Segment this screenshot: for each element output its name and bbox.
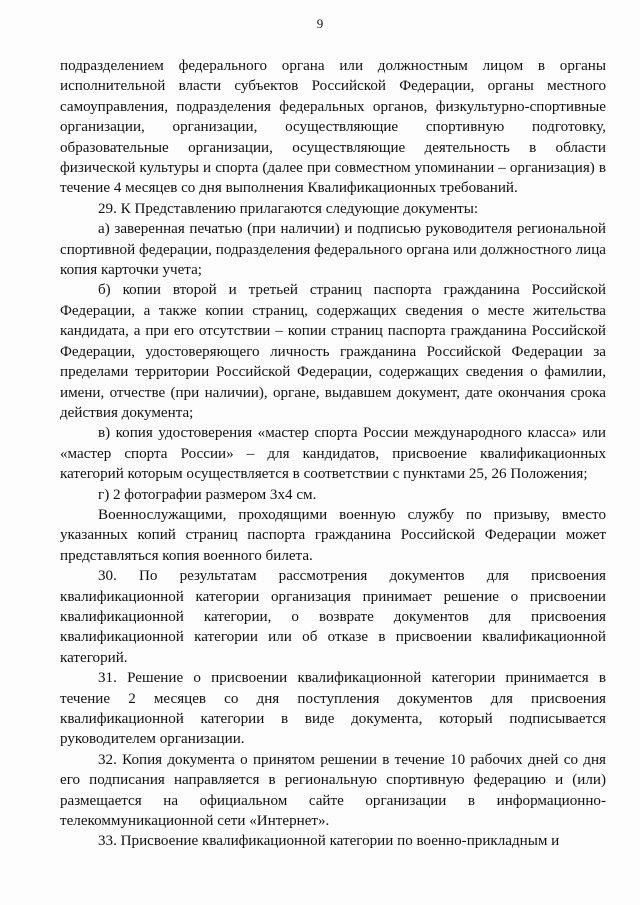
paragraph-32: 32. Копия документа о принятом решении в течение 10 рабочих дней со дня его подписания направляется в региональную спортивную федерацию и (или) размещается на официальном сайте организации в информационно-телекоммуникационной сети «Интернет». [60, 751, 606, 830]
paragraph-33: 33. Присвоение квалификационной категории по военно-прикладным и [98, 833, 560, 850]
paragraph-30: 30. По результатам рассмотрения документов для присвоения квалификационной категории организация принимает решение о присвоении квалификационной категории, о возврате документов для присвоения квалификационной категории или об отказе в присвоении квалификационной категорий. [60, 568, 606, 666]
paragraph-29-g: г) 2 фотографии размером 3х4 см. [98, 486, 317, 503]
paragraph-31: 31. Решение о присвоении квалификационной категории принимается в течение 2 месяцев со дня поступления документов для присвоения квалификационной категории в виде документа, который подписывается руководителем организации. [60, 670, 606, 748]
paragraph-military-note: Военнослужащими, проходящими военную службу по призыву, вместо указанных копий страниц паспорта гражданина Российской Федерации может представляться копия военного билета. [60, 506, 606, 564]
paragraph-29: 29. К Представлению прилагаются следующие документы: [98, 200, 479, 217]
page-number: 9 [316, 16, 324, 31]
paragraph-continuation: подразделением федерального органа или должностным лицом в органы исполнительной власти субъектов Российской Федерации, органы местного самоуправления, подразделения федеральных органов, физкультурно-спортивные организации, организации, осуществляющие спортивную подготовку, образовательные организации, осуществляющие деятельность в области физической культуры и спорта (далее при совместном упоминании – организация) в течение 4 месяцев со дня выполнения Квалификационных требований. [60, 58, 606, 197]
paragraph-29-a: а) заверенная печатью (при наличии) и подписью руководителя региональной спортивной федерации, подразделения федерального органа или должностного лица копия карточки учета; [60, 221, 606, 279]
document-body [60, 56, 606, 852]
paragraph-29-b: б) копии второй и третьей страниц паспорта гражданина Российской Федерации, а также копии страниц, содержащих сведения о месте жительства кандидата, а при его отсутствии – копии страниц паспорта гражданина Российской Федерации, удостоверяющего личность гражданина Российской Федерации за пределами территории Российской Федерации, содержащих сведения о фамилии, имени, отчестве (при наличии), органе, выдавшем документ, дате окончания срока действия документа; [60, 282, 606, 421]
paragraph-29-v: в) копия удостоверения «мастер спорта России международного класса» или «мастер спорта России» – для кандидатов, присвоение квалификационных категорий которым осуществляется в соответствии с пунктами 25, 26 Положения; [60, 425, 606, 483]
